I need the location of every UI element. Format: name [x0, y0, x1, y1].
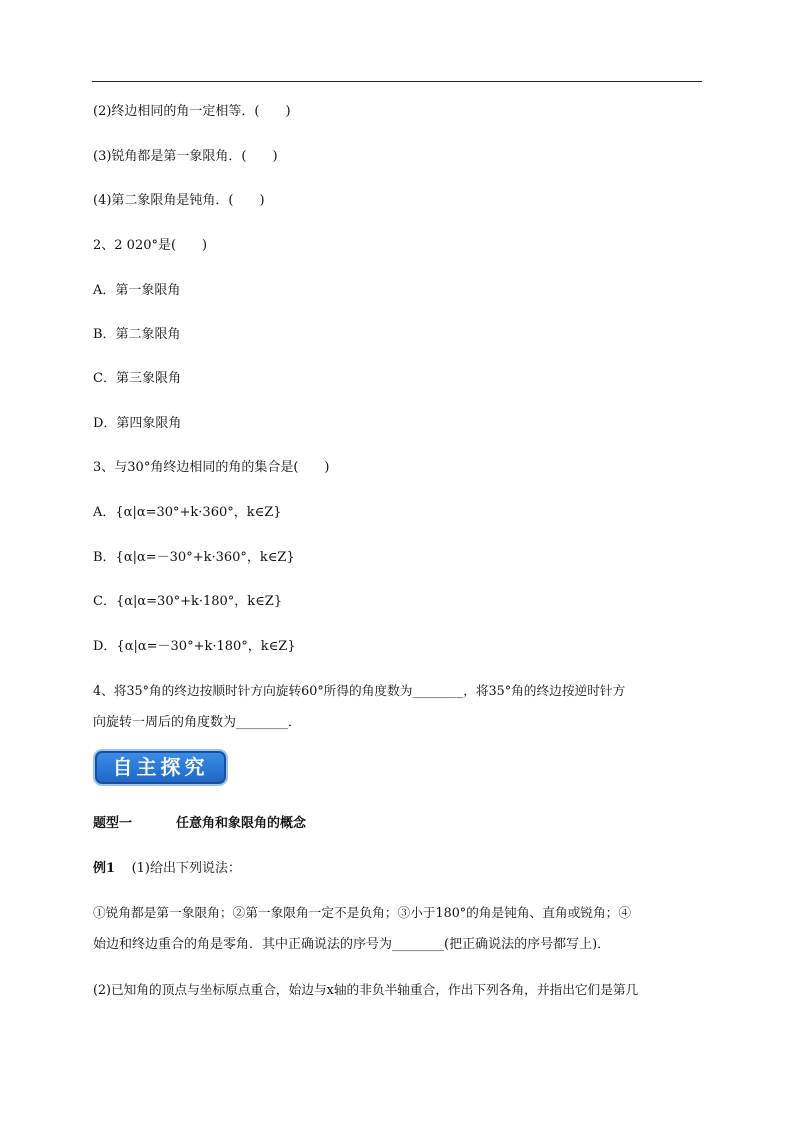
question-3: 3、与30°角终边相同的角的集合是( ): [93, 460, 330, 475]
header-rule: [92, 81, 702, 82]
question-4-line-1: 4、将35°角的终边按顺时针方向旋转60°所得的角度数为________，将35°角的终边按逆时针方: [93, 683, 626, 698]
example-1-part-2-line-1: (2)已知角的顶点与坐标原点重合，始边与x轴的非负半轴重合，作出下列各角，并指出它们是第几: [93, 982, 639, 997]
question-3-option-a: A．{α|α=30°+k·360°，k∈Z}: [93, 505, 282, 520]
question-1-item-2: (2)终边相同的角一定相等．( ): [93, 104, 291, 119]
question-3-option-c: C．{α|α=30°+k·180°，k∈Z}: [93, 594, 283, 609]
question-3-option-d: D．{α|α=－30°+k·180°，k∈Z}: [93, 639, 296, 654]
section-banner: [95, 751, 226, 784]
topic-label: 题型一: [93, 816, 133, 831]
question-1-item-4: (4)第二象限角是钝角．( ): [93, 193, 265, 208]
topic-title: 任意角和象限角的概念: [176, 816, 307, 831]
question-4-line-2: 向旋转一周后的角度数为________．: [93, 715, 302, 730]
topic-heading: [93, 815, 306, 833]
example-1-part-1-line-1: ①锐角都是第一象限角；②第一象限角一定不是负角；③小于180°的角是钝角、直角或锐角；④: [93, 905, 632, 920]
section-banner-label: 自主探究: [112, 755, 209, 779]
question-2-option-c: C．第三象限角: [93, 371, 181, 386]
example-1-part-1-line-2: 始边和终边重合的角是零角．其中正确说法的序号为________(把正确说法的序号都写上)．: [93, 937, 611, 952]
example-1-intro: [93, 860, 241, 878]
question-1-item-3: (3)锐角都是第一象限角．( ): [93, 149, 278, 164]
question-2-option-a: A．第一象限角: [93, 283, 181, 298]
question-2-option-d: D．第四象限角: [93, 416, 182, 431]
question-2: 2、2 020°是( ): [93, 238, 208, 253]
question-2-option-b: B．第二象限角: [93, 327, 181, 342]
question-3-option-b: B．{α|α=－30°+k·360°，k∈Z}: [93, 550, 295, 565]
example-intro-text: (1)给出下列说法：: [131, 861, 241, 876]
example-label: 例1: [93, 861, 116, 876]
